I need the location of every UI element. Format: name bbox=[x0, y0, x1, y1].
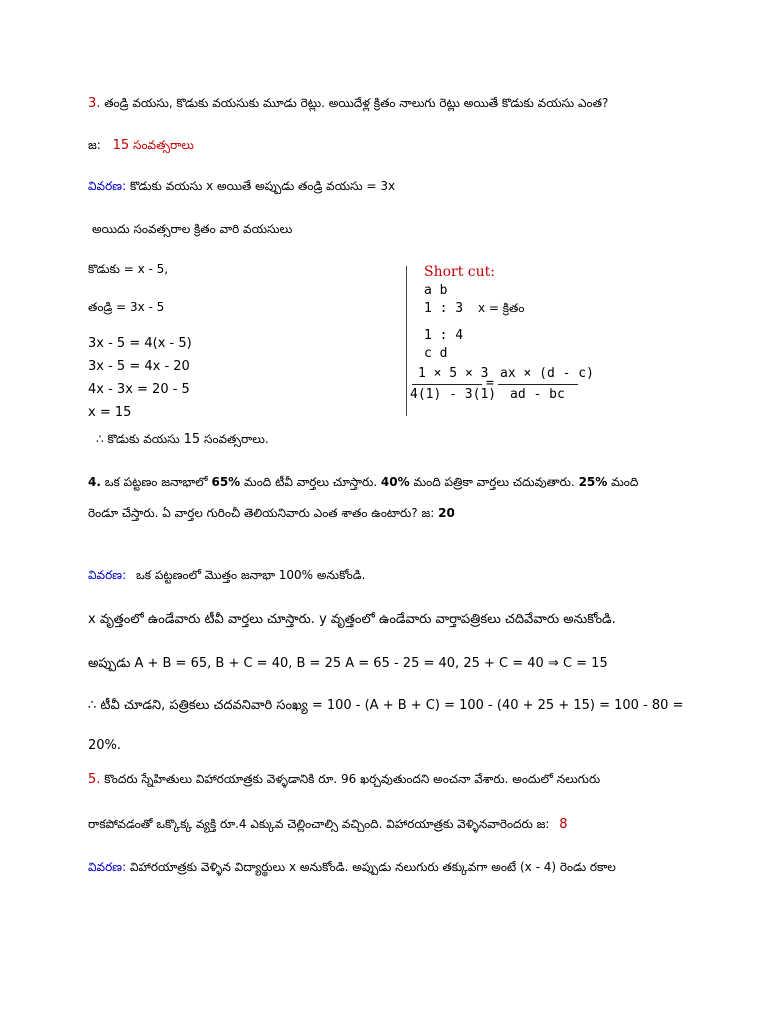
shortcut-den-left: 4(1) - 3(1) bbox=[410, 387, 497, 402]
shortcut-divider bbox=[406, 266, 407, 416]
q4-pct40: 40% bbox=[380, 475, 410, 489]
q3-equation-2: 3x - 5 = 4x - 20 bbox=[88, 359, 190, 374]
q3-number: 3. bbox=[88, 96, 101, 111]
therefore-symbol: ∴ bbox=[96, 432, 104, 446]
shortcut-num-left: 1 × 5 × 3 bbox=[418, 366, 489, 381]
q4-vivarana-4 bbox=[88, 698, 683, 714]
q3-son-age: కొడుకు = x - 5, bbox=[88, 262, 169, 276]
q5-line1-text: కొందరు స్నేహితులు విహారయాత్రకు వెళ్ళడానికి రూ. 96 ఖర్చవుతుందని అంచనా వేశారు. అందులో నలుగురు bbox=[100, 772, 601, 786]
q4-pct65: 65% bbox=[211, 475, 241, 489]
q3-question bbox=[88, 96, 608, 112]
q3-question-text: తండ్రి వయసు, కొడుకు వయసుకు మూడు రెట్లు. అయిదేళ్ల క్రితం నాలుగు రెట్లు అయితే కొడుకు వయసు ఎంత? bbox=[100, 96, 609, 110]
q4-question-line2 bbox=[88, 506, 455, 521]
q4-line2-text: రెండూ చేస్తారు. ఏ వార్తల గురించీ తెలియనివారు ఎంత శాతం ఉంటారు? జ: bbox=[88, 506, 439, 520]
therefore-symbol: ∴ bbox=[88, 698, 97, 713]
q3-vivarana-text: కొడుకు వయసు x అయితే అప్పుడు తండ్రి వయసు = 3x bbox=[129, 179, 396, 193]
shortcut-fraction-bar-right bbox=[498, 384, 578, 385]
q4-question-line1 bbox=[88, 475, 638, 490]
q3-equation-4: x = 15 bbox=[88, 405, 132, 420]
shortcut-den-right: ad - bc bbox=[510, 387, 565, 402]
q4-vivarana-5: 20%. bbox=[88, 738, 122, 753]
q3-conclusion bbox=[96, 432, 269, 448]
q4-vivarana-4-text: టీవీ చూడని, పత్రికలు చదవనివారి సంఖ్య = 100 - (A + B + C) = 100 - (40 + 25 + 15) = 100 - 80 = bbox=[100, 698, 684, 713]
q4-number: 4. bbox=[88, 475, 101, 489]
q3-answer-text: సంవత్సరాలు bbox=[133, 138, 194, 152]
shortcut-ab: a b bbox=[424, 283, 448, 298]
q5-question-line1 bbox=[88, 772, 600, 788]
shortcut-ratio1: 1 : 3 bbox=[424, 301, 464, 316]
q3-conclusion-pre: కొడుకు వయసు bbox=[107, 432, 180, 446]
q5-answer: 8 bbox=[559, 817, 568, 832]
shortcut-fraction-bar-left bbox=[412, 384, 482, 385]
q4-text-c: మంది పత్రికా వార్తలు చదువుతారు. bbox=[409, 475, 579, 489]
q5-vivarana-label: వివరణ: bbox=[88, 860, 127, 874]
q4-vivarana-1 bbox=[88, 568, 365, 583]
q4-text-b: మంది టీవీ వార్తలు చూస్తారు. bbox=[240, 475, 381, 489]
q3-equation-1: 3x - 5 = 4(x - 5) bbox=[88, 336, 192, 351]
shortcut-cd: c d bbox=[424, 346, 448, 361]
q5-line2-text: రాకపోవడంతో ఒక్కొక్క వ్యక్తి రూ.4 ఎక్కువ చెల్లించాల్సి వచ్చింది. విహారయాత్రకు వెళ్ళినవారెందరు జ: bbox=[88, 817, 550, 831]
q4-vivarana-3: అప్పుడు A + B = 65, B + C = 40, B = 25 A = 65 - 25 = 40, 25 + C = 40 ⇒ C = 15 bbox=[88, 656, 608, 671]
q4-answer: 20 bbox=[438, 506, 455, 520]
q3-answer-num: 15 bbox=[112, 138, 130, 153]
q3-vivarana bbox=[88, 179, 395, 194]
shortcut-num-right: ax × (d - c) bbox=[500, 366, 594, 381]
q3-answer bbox=[88, 138, 194, 154]
q3-answer-prefix: జ: bbox=[88, 138, 101, 152]
q4-vivarana-text: ఒక పట్టణంలో మొత్తం జనాభా 100% అనుకోండి. bbox=[135, 568, 366, 582]
q3-conclusion-post: సంవత్సరాలు. bbox=[203, 432, 269, 446]
shortcut-title: Short cut: bbox=[424, 264, 496, 280]
q5-vivarana bbox=[88, 860, 616, 875]
q5-question-line2 bbox=[88, 817, 568, 833]
q4-text-d: మంది bbox=[607, 475, 639, 489]
q4-pct25: 25% bbox=[578, 475, 608, 489]
q4-vivarana-label: వివరణ: bbox=[88, 568, 127, 582]
q3-father-age: తండ్రి = 3x - 5 bbox=[88, 300, 165, 314]
shortcut-x-label: x = క్రితం bbox=[478, 301, 525, 315]
shortcut-equals: = bbox=[486, 376, 494, 391]
q3-conclusion-num: 15 bbox=[183, 432, 201, 447]
q4-vivarana-2: x వృత్తంలో ఉండేవారు టీవీ వార్తలు చూస్తారు. y వృత్తంలో ఉండేవారు వార్తాపత్రికలు చదివేవారు అనుకోండి. bbox=[88, 612, 616, 627]
q5-vivarana-text: విహారయాత్రకు వెళ్ళిన విద్యార్థులు x అనుకోండి. అప్పుడు నలుగురు తక్కువగా అంటే (x - 4) రెండు రకాల bbox=[126, 860, 616, 874]
q3-equation-3: 4x - 3x = 20 - 5 bbox=[88, 382, 190, 397]
q4-text-a: ఒక పట్టణం జనాభాలో bbox=[100, 475, 212, 489]
q3-five-years-line: అయిదు సంవత్సరాల క్రితం వారి వయసులు bbox=[92, 222, 293, 236]
q3-vivarana-label: వివరణ: bbox=[88, 179, 127, 193]
shortcut-ratio2: 1 : 4 bbox=[424, 328, 464, 343]
q5-number: 5. bbox=[88, 772, 101, 787]
